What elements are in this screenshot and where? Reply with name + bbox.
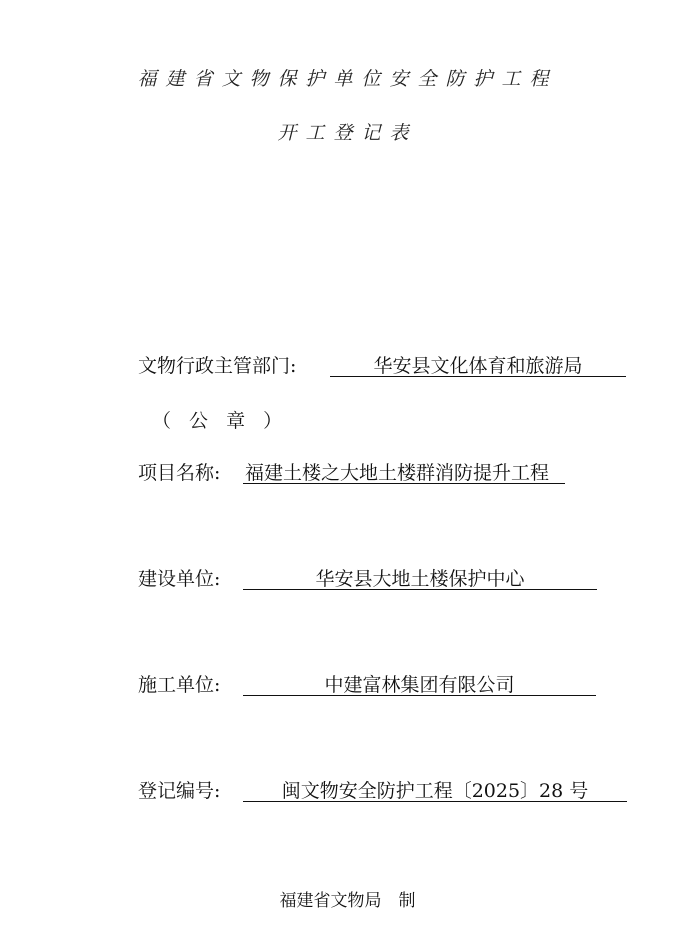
- registration-row: [138, 779, 220, 803]
- authority-value: 华安县文化体育和旅游局: [373, 355, 583, 377]
- builder-value: 华安县大地土楼保护中心: [315, 568, 525, 590]
- builder-row: [138, 567, 220, 591]
- authority-row: [138, 354, 296, 378]
- authority-label: 文物行政主管部门:: [138, 355, 297, 377]
- contractor-label: 施工单位:: [138, 674, 221, 696]
- document-subtitle: 开工登记表: [277, 122, 418, 144]
- project-label: 项目名称:: [138, 462, 221, 484]
- project-row: [138, 461, 220, 485]
- document-title: 福建省文物保护单位安全防护工程: [137, 68, 558, 90]
- registration-label: 登记编号:: [138, 780, 221, 802]
- seal-note: （ 公 章 ）: [152, 410, 289, 432]
- issuer-footer: 福建省文物局 制: [279, 891, 416, 911]
- builder-label: 建设单位:: [138, 568, 221, 590]
- contractor-row: [138, 673, 220, 697]
- registration-value: 闽文物安全防护工程〔2025〕28 号: [281, 780, 589, 802]
- project-value: 福建土楼之大地土楼群消防提升工程: [245, 462, 550, 484]
- contractor-value: 中建富林集团有限公司: [324, 674, 515, 696]
